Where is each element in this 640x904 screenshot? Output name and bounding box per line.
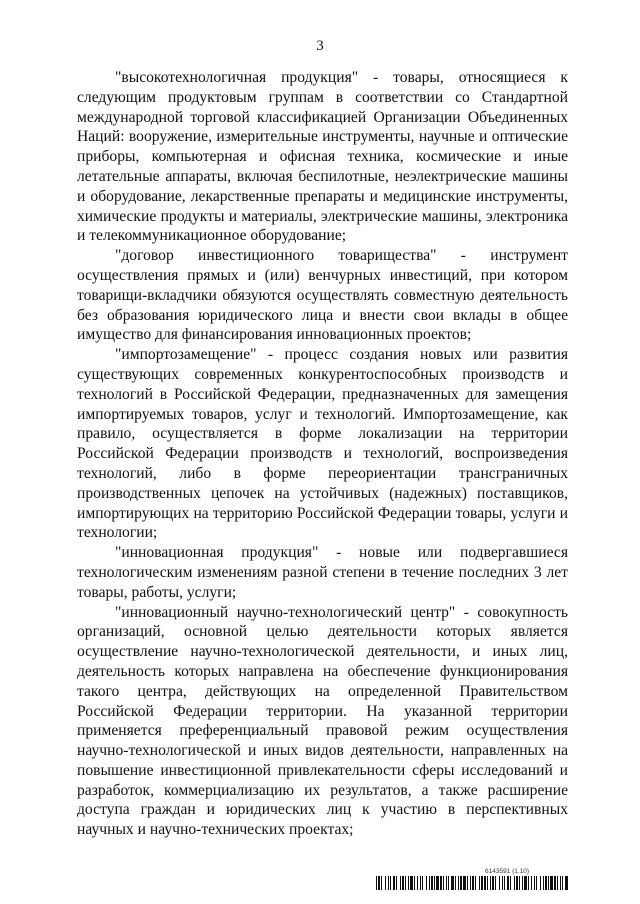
document-code: 6143591 (1.10) (485, 868, 530, 875)
barcode-icon (376, 876, 569, 890)
definition-paragraph: "инновационный научно-технологический центр" - совокупность организаций, основной целью деятельности которых является осуществление научно-технологической деятельности, и иных лиц, деятельность которых направлена на обеспечение функционирования такого центра, действующих на определенной Правительством Российской Федерации территории. На указанной территории применяется преференциальный правовой режим осуществления научно-технологической и иных видов деятельности, направленных на повышение инвестиционной привлекательности сферы исследований и разработок, коммерциализацию их результатов, а также расширение доступа граждан и юридических лиц к участию в перспективных научных и научно-технических проектах; (77, 603, 568, 839)
definition-paragraph: "договор инвестиционного товарищества" - инструмент осуществления прямых и (или) венчурных инвестиций, при котором товарищи-вкладчики обязуются осуществлять совместную деятельность без образования юридического лица и внести свои вклады в общее имущество для финансирования инновационных проектов; (77, 247, 568, 344)
definition-paragraph: "инновационная продукция" - новые или подвергавшиеся технологическим изменениям разной степени в течение последних 3 лет товары, работы, услуги; (77, 544, 568, 601)
definition-paragraph: "импортозамещение" - процесс создания новых или развития существующих современных конкурентоспособных производств и технологий в Российской Федерации, предназначенных для замещения импортируемых товаров, услуг и технологий. Импортозамещение, как правило, осуществляется в форме локализации на территории Российской Федерации производств и технологий, воспроизведения технологий, либо в форме переориентации трансграничных производственных цепочек на устойчивых (надежных) поставщиков, импортирующих на территорию Российской Федерации товары, услуги и технологии; (77, 346, 568, 542)
body-text (77, 68, 568, 840)
definition-paragraph: "высокотехнологичная продукция" - товары, относящиеся к следующим продуктовым группам в соответствии со Стандартной международной торговой классификацией Организации Объединенных Наций: вооружение, измерительные инструменты, научные и оптические приборы, компьютерная и офисная техника, космические и иные летательные аппараты, включая беспилотные, неэлектрические машины и оборудование, лекарственные препараты и медицинские инструменты, химические продукты и материалы, электрические машины, электроника и телекоммуникационное оборудование; (77, 69, 568, 245)
page-number: 3 (316, 38, 324, 54)
